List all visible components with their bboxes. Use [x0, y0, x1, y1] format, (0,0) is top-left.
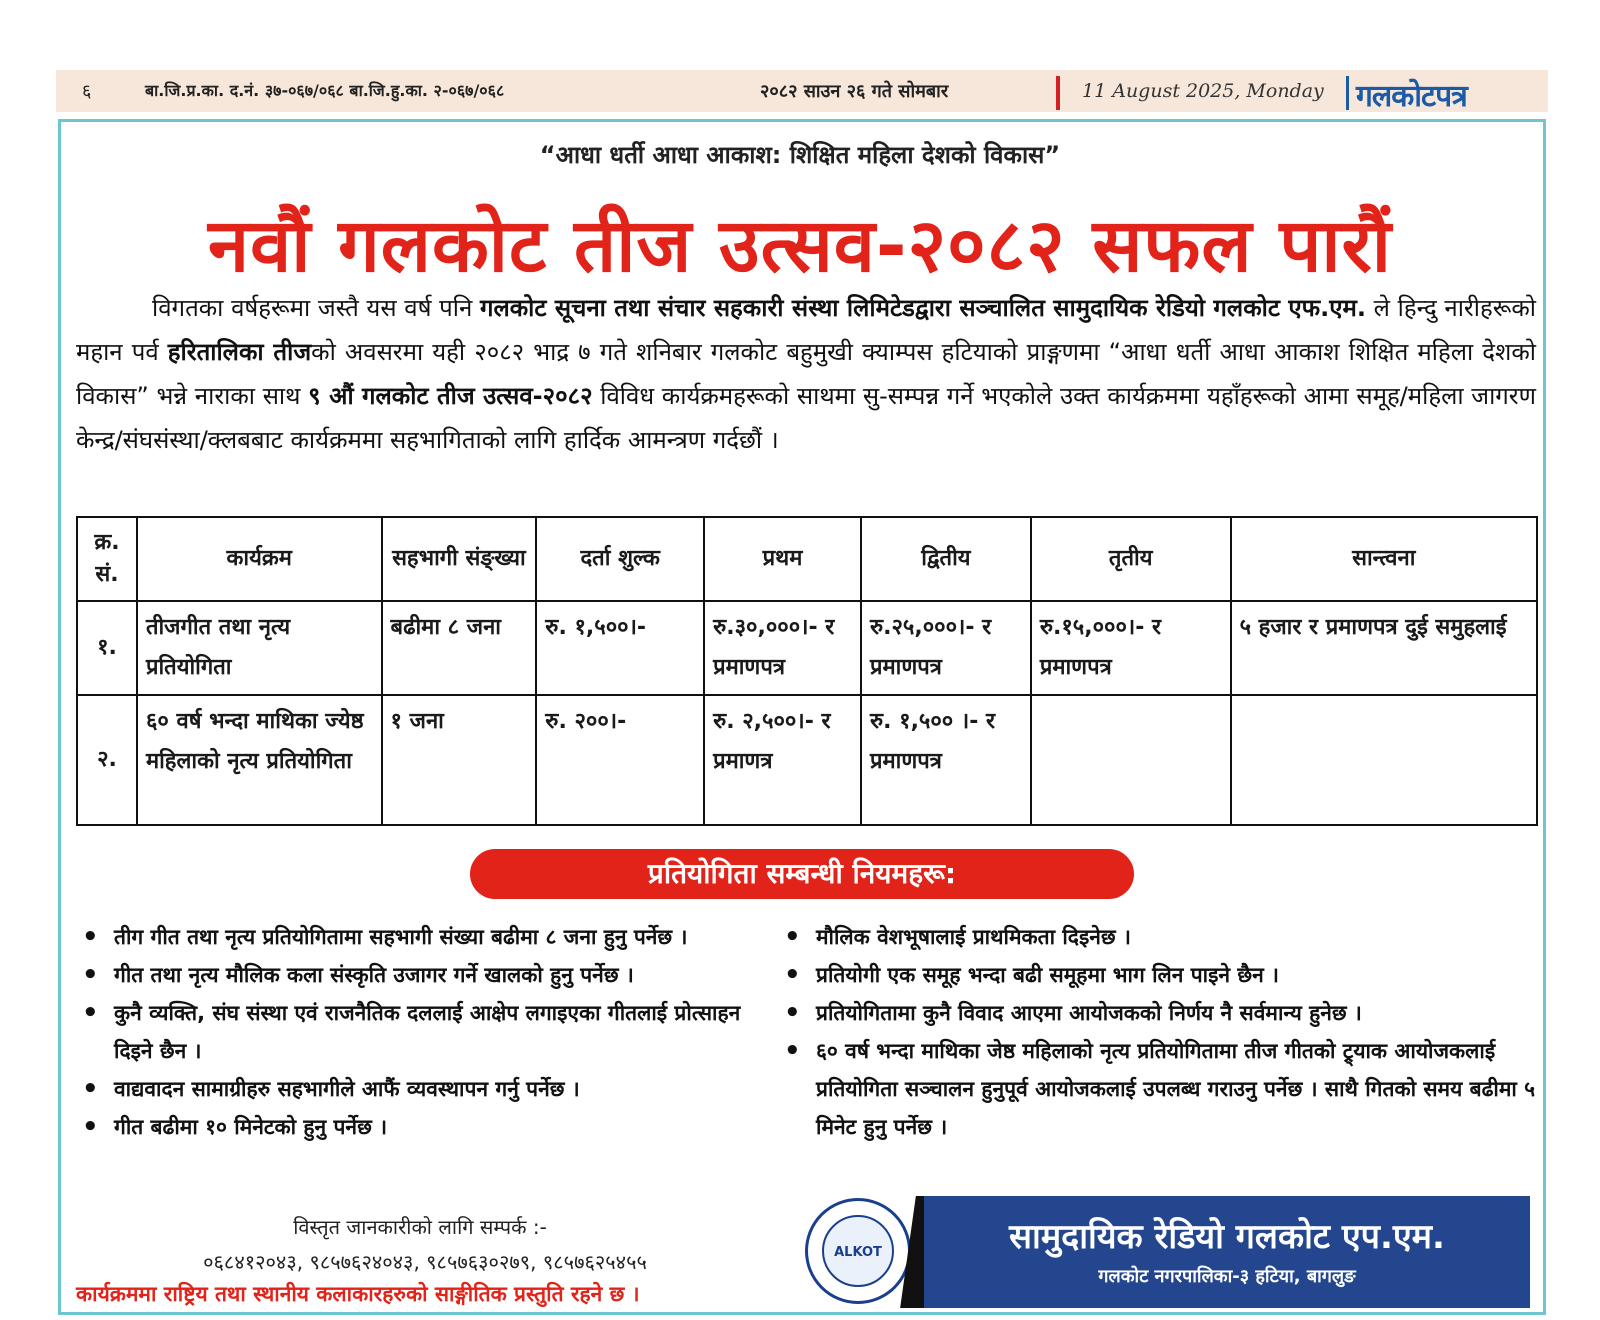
radio-station-name: सामुदायिक रेडियो गलकोट एप.एम.	[1009, 1217, 1445, 1257]
radio-station-address: गलकोट नगरपालिका-३ हटिया, बागलुङ	[1098, 1266, 1356, 1287]
radio-station-box	[924, 1196, 1530, 1308]
table-cell: १.	[77, 601, 137, 695]
table-cell: रु.३०,०००।- र प्रमाणपत्र	[704, 601, 861, 695]
radio-seal-logo	[805, 1198, 911, 1304]
table-cell: रु.१५,०००।- र प्रमाणपत्र	[1031, 601, 1231, 695]
table-cell: ६० वर्ष भन्दा माथिका ज्येष्ठ महिलाको नृत्य प्रतियोगिता	[137, 695, 382, 825]
list-item: • गीत तथा नृत्य मौलिक कला संस्कृति उजागर गर्ने खालको हुनु पर्नेछ ।	[78, 956, 758, 994]
list-item: • प्रतियोगितामा कुनै विवाद आएमा आयोजकको निर्णय नै सर्वमान्य हुनेछ ।	[780, 994, 1540, 1032]
list-item: • कुनै व्यक्ति, संघ संस्था एवं राजनैतिक दललाई आक्षेप लगाइएका गीतलाई प्रोत्साहन दिइने छैन ।	[78, 994, 758, 1070]
list-item: • वाद्यवादन सामाग्रीहरु सहभागीले आफैं व्यवस्थापन गर्नु पर्नेछ ।	[78, 1070, 758, 1108]
contact-phones: ०६८४१२०४३, ९८५७६२४०४३, ९८५७६३०२७९, ९८५७६२५४५५	[203, 1250, 647, 1274]
intro-bold-1: गलकोट सूचना तथा संचार सहकारी संस्था लिमिटेडद्वारा सञ्चालित सामुदायिक रेडियो गलकोट एफ.एम.	[479, 294, 1366, 322]
header-registration-fee: दर्ता शुल्क	[536, 517, 704, 601]
list-item: • तीग गीत तथा नृत्य प्रतियोगितामा सहभागी संख्या बढीमा ८ जना हुनु पर्नेछ ।	[78, 918, 758, 956]
table-cell: ५ हजार र प्रमाणपत्र दुई समुहलाई	[1231, 601, 1537, 695]
list-item: • ६० वर्ष भन्दा माथिका जेष्ठ महिलाको नृत्य प्रतियोगितामा तीज गीतको ट्र्याक आयोजकलाई प्रतियोगिता सञ्चालन हुनुपूर्व आयोजकलाई उपलब्ध गराउनु पर्नेछ । साथै गितको समय बढीमा ५ मिनेट हुनु पर्नेछ ।	[780, 1032, 1540, 1146]
table-cell: रु. २,५००।- र प्रमाणत्र	[704, 695, 861, 825]
events-table	[76, 516, 1538, 826]
table-row	[77, 695, 1537, 825]
table-cell: बढीमा ८ जना	[382, 601, 537, 695]
newspaper-logo: गलकोटपत्र	[1356, 79, 1467, 114]
logo-divider	[1346, 76, 1349, 110]
intro-paragraph	[76, 286, 1536, 462]
header-program: कार्यक्रम	[137, 517, 382, 601]
table-row	[77, 601, 1537, 695]
table-cell: १ जना	[382, 695, 537, 825]
header-first: प्रथम	[704, 517, 861, 601]
intro-text-2: ले हिन्दु नारीहरूको महान पर्व	[76, 294, 1537, 366]
intro-bold-3: ९ औं गलकोट तीज उत्सव-२०८२	[308, 382, 593, 410]
main-title: नवौं गलकोट तीज उत्सव-२०८२ सफल पारौं	[208, 203, 1392, 289]
table-cell: २.	[77, 695, 137, 825]
header-third: तृतीय	[1031, 517, 1231, 601]
english-date: 11 August 2025, Monday	[1082, 80, 1324, 102]
header-divider	[1056, 76, 1060, 110]
table-cell	[1031, 695, 1231, 825]
intro-bold-2: हरितालिका तीज	[167, 338, 312, 366]
rules-list-left	[78, 918, 758, 1146]
nepali-date: २०८२ साउन २६ गते सोमबार	[760, 81, 949, 102]
rules-title-banner: प्रतियोगिता सम्बन्धी नियमहरू:	[470, 849, 1134, 899]
intro-text-1: विगतका वर्षहरूमा जस्तै यस वर्ष पनि	[152, 294, 480, 322]
slogan: “आधा धर्ती आधा आकाश: शिक्षित महिला देशको विकास”	[539, 141, 1061, 169]
intro-text-4: विविध कार्यक्रमहरूको साथमा सु-सम्पन्न गर्ने भएकोले उक्त कार्यक्रममा यहाँहरूको आमा समूह/महिला जागरण केन्द्र/संघसंस्था/क्लबबाट कार्यक्रममा सहभागिताको लागि हार्दिक आमन्त्रण गर्दछौं ।	[76, 382, 1536, 454]
intro-text-3: को अवसरमा यही २०८२ भाद्र ७ गते शनिबार गलकोट बहुमुखी क्याम्पस हटियाको प्राङ्गणमा “आधा धर्ती आधा आकाश शिक्षित महिला देशको विकास” भन्ने नाराका साथ	[76, 338, 1536, 410]
list-item: • गीत बढीमा १० मिनेटको हुनु पर्नेछ ।	[78, 1108, 758, 1146]
table-cell: तीजगीत तथा नृत्य प्रतियोगिता	[137, 601, 382, 695]
header-sn: क्र. सं.	[77, 517, 137, 601]
footer-note: कार्यक्रममा राष्ट्रिय तथा स्थानीय कलाकारहरुको साङ्गीतिक प्रस्तुति रहने छ ।	[76, 1282, 640, 1306]
table-cell: रु. १,५००।-	[536, 601, 704, 695]
contact-label: विस्तृत जानकारीको लागि सम्पर्क :-	[293, 1215, 547, 1239]
table-cell: रु. २००।-	[536, 695, 704, 825]
rules-list-right	[780, 918, 1540, 1146]
list-item: • मौलिक वेशभूषालाई प्राथमिकता दिइनेछ ।	[780, 918, 1540, 956]
header-second: द्वितीय	[861, 517, 1031, 601]
header-consolation: सान्त्वना	[1231, 517, 1537, 601]
header-participants: सहभागी संङ्ख्या	[382, 517, 537, 601]
list-item: • प्रतियोगी एक समूह भन्दा बढी समूहमा भाग लिन पाइने छैन ।	[780, 956, 1540, 994]
table-header-row	[77, 517, 1537, 601]
seal-text: ALKOT	[834, 1245, 882, 1260]
registration-number: बा.जि.प्र.का. द.नं. ३७-०६७/०६८ बा.जि.हु.का. २-०६७/०६८	[145, 81, 505, 100]
table-cell: रु. १,५०० ।- र प्रमाणपत्र	[861, 695, 1031, 825]
table-cell	[1231, 695, 1537, 825]
page-number: ६	[82, 81, 92, 102]
table-cell: रु.२५,०००।- र प्रमाणपत्र	[861, 601, 1031, 695]
